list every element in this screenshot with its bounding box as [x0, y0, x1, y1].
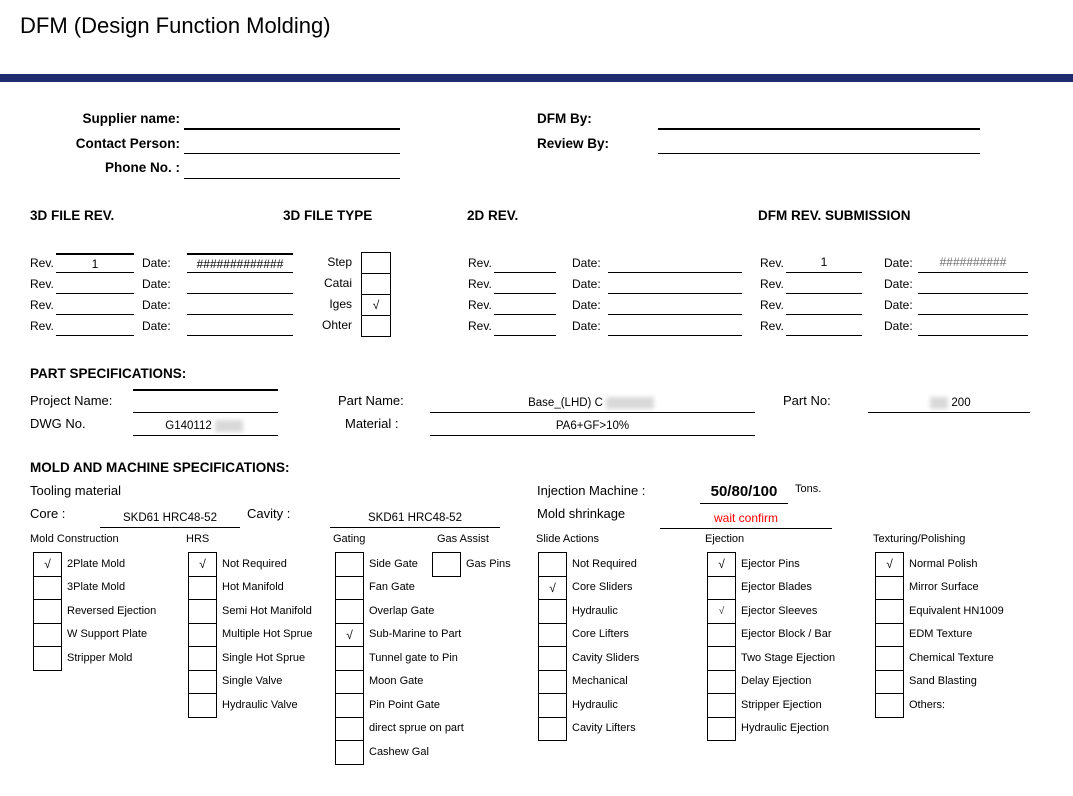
checkbox-row: [333, 552, 418, 576]
checkbox-label: Not Required: [572, 557, 637, 570]
checkbox-label: Gas Pins: [466, 557, 511, 570]
checkbox[interactable]: [33, 623, 62, 648]
checkbox-row: [333, 717, 464, 741]
column-rows: [186, 552, 313, 717]
checkbox[interactable]: [188, 552, 217, 577]
checkbox-label: EDM Texture: [909, 628, 973, 641]
date-label: Date:: [884, 256, 913, 270]
date-label: Date:: [572, 319, 601, 333]
core-label: Core :: [30, 506, 66, 521]
checkbox-row: [333, 576, 415, 600]
dfm-by-field[interactable]: [658, 128, 980, 130]
checkbox-row: [333, 599, 435, 623]
date-label: Date:: [572, 298, 601, 312]
mold-machine-title: MOLD AND MACHINE SPECIFICATIONS:: [30, 460, 290, 475]
phone-no-label: Phone No. :: [105, 160, 180, 175]
checkbox-row: [186, 693, 298, 717]
file-type-checkbox[interactable]: [361, 294, 391, 316]
file-type-row: [300, 315, 391, 336]
checkbox[interactable]: [707, 717, 736, 742]
checkbox-row: [333, 670, 424, 694]
mold-shrinkage-field[interactable]: [660, 503, 832, 529]
rev-label: Rev.: [760, 298, 784, 312]
checkbox[interactable]: [538, 552, 567, 577]
file-type-checkbox[interactable]: [361, 315, 391, 337]
checkbox-row: [536, 599, 618, 623]
checkbox-row: [873, 552, 978, 576]
rev-date-row: [468, 273, 742, 294]
checkbox-row: [873, 599, 1004, 623]
date-value-field[interactable]: [608, 295, 742, 315]
checkbox[interactable]: [875, 599, 904, 624]
dwg-no-value: G140112: [165, 420, 212, 432]
checkbox-row: [30, 552, 126, 576]
checkbox[interactable]: [335, 576, 364, 601]
part-name-value: Base_(LHD) C: [528, 397, 603, 409]
checkbox-label: Sub-Marine to Part: [369, 628, 462, 641]
checkbox-label: Hydraulic: [572, 604, 618, 617]
checkbox[interactable]: [33, 552, 62, 577]
checkbox[interactable]: [335, 717, 364, 742]
checkbox-label: Overlap Gate: [369, 604, 435, 617]
part-no-value: 200: [951, 397, 971, 409]
rev-label: Rev.: [760, 256, 784, 270]
review-by-field[interactable]: [658, 153, 980, 154]
checkbox-row: [186, 646, 306, 670]
checkbox-label: Moon Gate: [369, 675, 424, 688]
rev-label: Rev.: [468, 298, 492, 312]
checkbox-row: [536, 670, 628, 694]
rev-date-row: [30, 273, 293, 294]
rev-label: Rev.: [760, 277, 784, 291]
mold-shrinkage-value: wait confirm: [713, 511, 778, 525]
checkbox[interactable]: [707, 576, 736, 601]
part-no-label: Part No:: [783, 393, 831, 408]
checkbox-label: Stripper Mold: [67, 651, 133, 664]
rev-label: Rev.: [468, 256, 492, 270]
rev-date-row: [760, 315, 1028, 336]
rev-label: Rev.: [468, 319, 492, 333]
checkbox-column-texturing-polishing: [873, 533, 1004, 717]
checkbox[interactable]: [188, 623, 217, 648]
checkbox-row: [873, 670, 977, 694]
checkbox-row: [186, 623, 313, 647]
section-header-2d-rev: 2D REV.: [467, 208, 519, 223]
part-specifications-title: PART SPECIFICATIONS:: [30, 366, 187, 381]
file-type-label: Catai: [323, 276, 352, 290]
rev-label: Rev.: [760, 319, 784, 333]
checkbox[interactable]: [335, 740, 364, 765]
checkbox-label: Hydraulic: [572, 698, 618, 711]
checkbox-row: [536, 717, 636, 741]
checkbox-row: [705, 599, 818, 623]
checkbox-label: Reversed Ejection: [67, 604, 157, 617]
checkbox-label: Semi Hot Manifold: [222, 604, 312, 617]
check-mark: √: [718, 557, 725, 572]
injection-machine-label: Injection Machine :: [537, 483, 646, 498]
checkbox-label: Cavity Sliders: [572, 651, 640, 664]
column-rows: [30, 552, 157, 670]
check-mark: √: [549, 580, 556, 595]
redacted-text: [606, 397, 654, 409]
checkbox-row: [705, 623, 832, 647]
date-value-field[interactable]: [608, 274, 742, 294]
checkbox-label: 3Plate Mold: [67, 581, 126, 594]
title-divider-bar: [0, 74, 1073, 82]
column-header: Mold Construction: [30, 533, 119, 545]
checkbox[interactable]: [335, 693, 364, 718]
checkbox-label: W Support Plate: [67, 628, 148, 641]
rev-value-field[interactable]: [494, 274, 556, 294]
checkbox[interactable]: [707, 670, 736, 695]
redacted-text: [215, 420, 243, 432]
rev-date-row: [760, 252, 1028, 273]
file-type-label: Step: [327, 255, 352, 269]
date-value-field[interactable]: ##########: [918, 253, 1028, 273]
rev-value-field[interactable]: [494, 316, 556, 336]
rev-value-field[interactable]: [56, 295, 134, 315]
checkbox-label: Sand Blasting: [909, 675, 977, 688]
date-label: Date:: [142, 319, 171, 333]
rev-section-3d-file: [30, 252, 293, 336]
rev-value-field[interactable]: [56, 274, 134, 294]
checkbox-row: [536, 623, 629, 647]
rev-label: Rev.: [30, 298, 54, 312]
checkbox-row: [30, 576, 126, 600]
rev-value-field[interactable]: 1: [786, 253, 862, 273]
date-value-field[interactable]: [918, 316, 1028, 336]
redacted-text: [930, 397, 948, 409]
cavity-material-field[interactable]: [330, 504, 500, 528]
checkbox-label: Others:: [909, 698, 946, 711]
rev-label: Rev.: [30, 319, 54, 333]
column-rows: [432, 552, 511, 576]
checkbox[interactable]: [707, 599, 736, 624]
checkbox-row: [30, 646, 133, 670]
checkbox[interactable]: [538, 646, 567, 671]
phone-no-field[interactable]: [184, 178, 400, 179]
checkbox-row: [873, 623, 973, 647]
checkbox-row: [536, 646, 640, 670]
column-header: Texturing/Polishing: [873, 533, 966, 545]
rev-label: Rev.: [30, 256, 54, 270]
checkbox-label: Ejector Pins: [741, 557, 800, 570]
column-header: Ejection: [705, 533, 745, 545]
page-title: DFM (Design Function Molding): [20, 13, 331, 38]
checkbox-label: Ejector Block / Bar: [741, 628, 832, 641]
column-rows: [333, 552, 464, 764]
checkbox[interactable]: [335, 552, 364, 577]
supplier-name-field[interactable]: [184, 128, 400, 130]
date-label: Date:: [884, 319, 913, 333]
rev-value-field[interactable]: [786, 295, 862, 315]
file-type-checkbox[interactable]: [361, 252, 391, 274]
checkbox-row: [333, 740, 429, 764]
date-label: Date:: [572, 256, 601, 270]
checkbox[interactable]: [335, 646, 364, 671]
checkbox-label: Single Hot Sprue: [222, 651, 306, 664]
checkbox-label: Delay Ejection: [741, 675, 812, 688]
checkbox-row: [30, 623, 148, 647]
date-label: Date:: [884, 277, 913, 291]
date-label: Date:: [572, 277, 601, 291]
checkbox-label: Cashew Gal: [369, 745, 429, 758]
rev-date-row: [468, 252, 742, 273]
checkbox[interactable]: [538, 670, 567, 695]
checkbox-row: [186, 552, 287, 576]
checkbox-label: Mechanical: [572, 675, 628, 688]
checkbox-label: Side Gate: [369, 557, 418, 570]
file-type-label: Iges: [329, 297, 352, 311]
rev-date-row: [30, 252, 293, 273]
checkbox-row: [333, 623, 462, 647]
dfm-by-label: DFM By:: [537, 111, 592, 126]
column-rows: [536, 552, 640, 740]
checkbox[interactable]: [538, 693, 567, 718]
file-type-checkbox[interactable]: [361, 273, 391, 295]
checkbox-row: [873, 576, 979, 600]
checkbox-row: [705, 646, 836, 670]
check-mark: √: [199, 557, 206, 572]
checkbox[interactable]: [538, 623, 567, 648]
checkbox-row: [186, 670, 283, 694]
rev-value-field[interactable]: 1: [56, 253, 134, 273]
date-value-field[interactable]: [608, 316, 742, 336]
tons-unit-label: Tons.: [795, 483, 822, 495]
date-value-field[interactable]: [187, 316, 293, 336]
checkbox-column-ejection: [705, 533, 836, 740]
checkbox-label: 2Plate Mold: [67, 557, 126, 570]
date-value-field[interactable]: #############: [187, 253, 293, 273]
checkbox[interactable]: [707, 552, 736, 577]
checkbox[interactable]: [188, 646, 217, 671]
rev-date-row: [468, 294, 742, 315]
checkbox[interactable]: [875, 693, 904, 718]
column-rows: [873, 552, 1004, 717]
checkbox[interactable]: [875, 670, 904, 695]
checkbox-row: [30, 599, 157, 623]
rev-label: Rev.: [468, 277, 492, 291]
dwg-no-label: DWG No.: [30, 416, 86, 431]
checkbox[interactable]: [188, 670, 217, 695]
date-value-field[interactable]: [187, 295, 293, 315]
checkbox[interactable]: [707, 646, 736, 671]
rev-value-field[interactable]: [494, 295, 556, 315]
dwg-no-field[interactable]: [133, 414, 278, 436]
checkbox-column-hrs: [186, 533, 313, 717]
checkbox-column-gas-assist: [432, 533, 511, 576]
cavity-material-value: SKD61 HRC48-52: [368, 512, 462, 524]
checkbox[interactable]: [432, 552, 461, 577]
file-type-label: Ohter: [321, 318, 352, 332]
rev-date-row: [30, 315, 293, 336]
checkbox-row: [432, 552, 511, 576]
date-label: Date:: [142, 256, 171, 270]
checkbox-label: Hydraulic Ejection: [741, 722, 830, 735]
checkbox-row: [705, 576, 812, 600]
checkbox-label: Core Sliders: [572, 581, 633, 594]
contact-person-field[interactable]: [184, 153, 400, 154]
checkbox[interactable]: [335, 623, 364, 648]
rev-label: Rev.: [30, 277, 54, 291]
checkbox-label: Stripper Ejection: [741, 698, 822, 711]
checkbox-label: Multiple Hot Sprue: [222, 628, 313, 641]
checkbox-row: [536, 693, 618, 717]
checkbox[interactable]: [188, 576, 217, 601]
date-label: Date:: [142, 298, 171, 312]
checkbox-row: [873, 693, 965, 717]
checkbox-label: Two Stage Ejection: [741, 651, 836, 664]
column-header: Gas Assist: [437, 533, 489, 545]
material-value: PA6+GF>10%: [555, 420, 630, 432]
rev-date-row: [30, 294, 293, 315]
checkbox[interactable]: [335, 599, 364, 624]
checkbox-row: [186, 576, 284, 600]
checkbox-row: [536, 576, 633, 600]
date-value-field[interactable]: [918, 274, 1028, 294]
checkbox-label: direct sprue on part: [369, 722, 464, 735]
section-header-3d-file-type: 3D FILE TYPE: [283, 208, 373, 223]
section-header-dfm-rev-submission: DFM REV. SUBMISSION: [758, 208, 911, 223]
project-name-field[interactable]: [133, 389, 278, 413]
check-mark: √: [44, 557, 51, 572]
column-rows: [705, 552, 836, 740]
checkbox[interactable]: [33, 576, 62, 601]
file-type-row: [300, 252, 391, 273]
rev-date-row: [760, 273, 1028, 294]
check-mark: √: [886, 557, 893, 572]
mold-shrinkage-label: Mold shrinkage: [537, 506, 626, 521]
rev-value-field[interactable]: [56, 316, 134, 336]
checkbox[interactable]: [538, 576, 567, 601]
material-field[interactable]: [430, 414, 755, 436]
checkbox-label: Core Lifters: [572, 628, 629, 641]
part-name-field[interactable]: [430, 391, 755, 413]
checkbox-label: Fan Gate: [369, 581, 415, 594]
column-header: Gating: [333, 533, 366, 545]
checkbox-label: Hot Manifold: [222, 581, 284, 594]
checkbox-row: [186, 599, 312, 623]
checkbox-label: Normal Polish: [909, 557, 978, 570]
contact-person-label: Contact Person:: [75, 136, 180, 151]
checkbox-label: Cavity Lifters: [572, 722, 636, 735]
checkbox-label: Ejector Blades: [741, 581, 812, 594]
injection-machine-value: 50/80/100: [710, 483, 778, 500]
file-type-section: [300, 252, 391, 336]
project-name-label: Project Name:: [30, 393, 113, 408]
checkbox-matrix: [0, 533, 1073, 783]
checkbox-column-mold-construction: [30, 533, 157, 670]
checkbox-row: [705, 717, 830, 741]
checkbox-column-slide-actions: [536, 533, 640, 740]
material-label: Material :: [345, 416, 399, 431]
checkbox-row: [873, 646, 994, 670]
file-type-row: [300, 273, 391, 294]
checkbox[interactable]: [538, 599, 567, 624]
column-header: HRS: [186, 533, 210, 545]
injection-machine-field[interactable]: [700, 480, 788, 504]
checkbox[interactable]: [707, 693, 736, 718]
check-mark: √: [372, 298, 380, 312]
rev-value-field[interactable]: [786, 274, 862, 294]
checkbox[interactable]: [875, 646, 904, 671]
column-header: Slide Actions: [536, 533, 599, 545]
checkbox-row: [705, 552, 800, 576]
part-name-label: Part Name:: [338, 393, 404, 408]
rev-section-2d: [468, 252, 742, 336]
review-by-label: Review By:: [537, 136, 610, 151]
date-value-field[interactable]: [187, 274, 293, 294]
checkbox-label: Chemical Texture: [909, 651, 994, 664]
checkbox-label: Not Required: [222, 557, 287, 570]
rev-section-dfm-submission: [760, 252, 1028, 336]
rev-value-field[interactable]: [494, 253, 556, 273]
rev-value-field[interactable]: [786, 316, 862, 336]
checkbox[interactable]: [33, 599, 62, 624]
checkbox-row: [333, 646, 458, 670]
core-material-value: SKD61 HRC48-52: [123, 512, 217, 524]
checkbox-label: Mirror Surface: [909, 581, 979, 594]
part-no-field[interactable]: [868, 391, 1030, 413]
checkbox-label: Single Valve: [222, 675, 283, 688]
checkbox[interactable]: [875, 576, 904, 601]
tooling-material-label: Tooling material: [30, 483, 122, 498]
checkbox[interactable]: [188, 693, 217, 718]
checkbox-row: [705, 670, 812, 694]
checkbox[interactable]: [335, 670, 364, 695]
date-value-field[interactable]: [608, 253, 742, 273]
checkbox[interactable]: [707, 623, 736, 648]
checkbox-row: [333, 693, 440, 717]
section-header-3d-file-rev: 3D FILE REV.: [30, 208, 115, 223]
cavity-label: Cavity :: [247, 506, 291, 521]
date-label: Date:: [142, 277, 171, 291]
checkbox[interactable]: [188, 599, 217, 624]
checkbox[interactable]: [538, 717, 567, 742]
supplier-name-label: Supplier name:: [82, 111, 180, 126]
check-mark: √: [346, 627, 353, 642]
checkbox-label: Tunnel gate to Pin: [369, 651, 458, 664]
checkbox-row: [705, 693, 822, 717]
check-mark: √: [718, 605, 725, 617]
date-value-field[interactable]: [918, 295, 1028, 315]
rev-date-row: [760, 294, 1028, 315]
checkbox-label: Equivalent HN1009: [909, 604, 1004, 617]
checkbox-label: Hydraulic Valve: [222, 698, 298, 711]
checkbox-row: [536, 552, 637, 576]
checkbox[interactable]: [33, 646, 62, 671]
rev-date-row: [468, 315, 742, 336]
date-label: Date:: [884, 298, 913, 312]
checkbox[interactable]: [875, 552, 904, 577]
checkbox[interactable]: [875, 623, 904, 648]
core-material-field[interactable]: [100, 504, 240, 528]
checkbox-label: Ejector Sleeves: [741, 604, 818, 617]
file-type-row: [300, 294, 391, 315]
checkbox-label: Pin Point Gate: [369, 698, 440, 711]
